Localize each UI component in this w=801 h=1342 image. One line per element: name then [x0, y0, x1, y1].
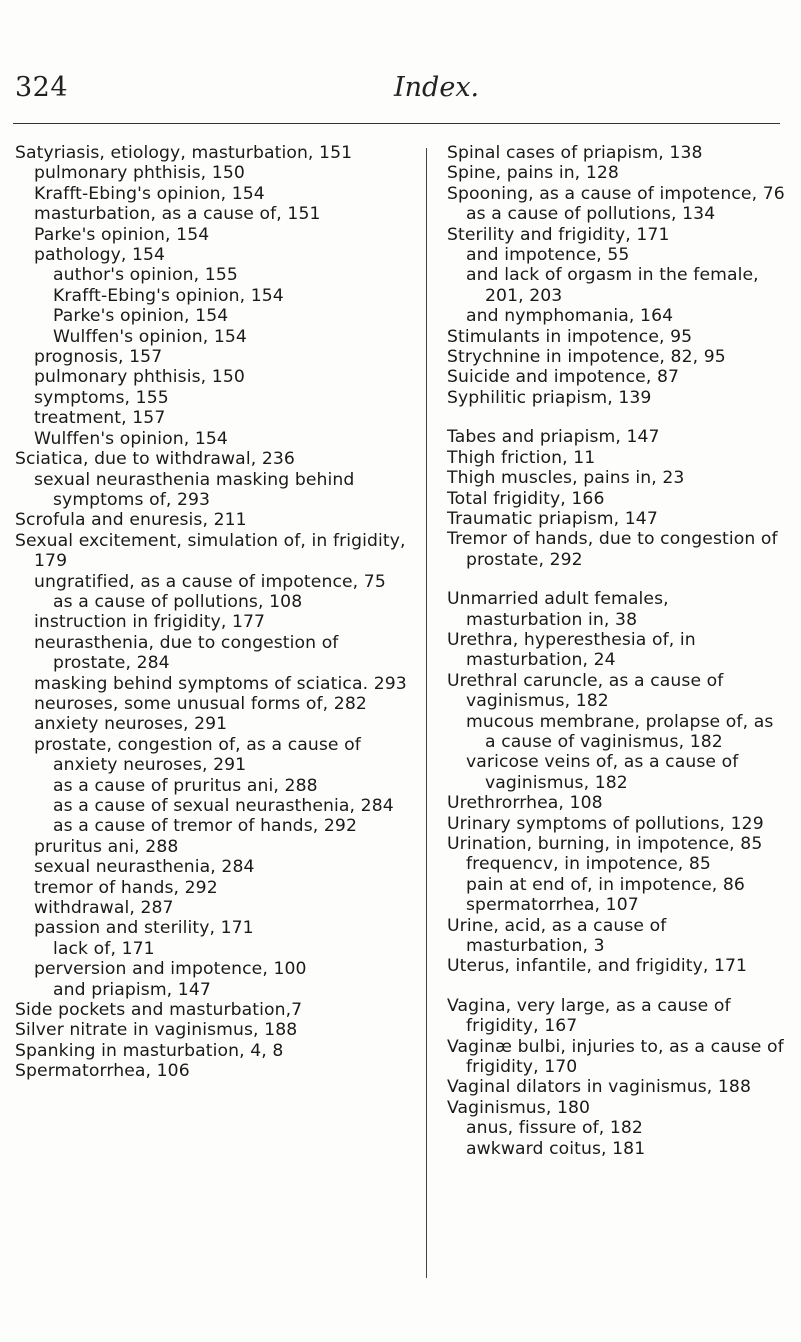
index-subentry: instruction in frigidity, 177	[34, 612, 266, 633]
index-subentry: ungratified, as a cause of impotence, 75	[34, 571, 386, 592]
index-entry: Thigh friction, 11	[447, 447, 596, 468]
index-entry: Urination, burning, in impotence, 85	[447, 834, 763, 854]
index-entry: Spine, pains in, 128	[447, 163, 619, 184]
index-column-right	[447, 143, 787, 1159]
index-entry: Sciatica, due to withdrawal, 236	[15, 449, 295, 470]
index-entry: Vaginal dilators in vaginismus, 188	[447, 1077, 752, 1098]
index-subentry: as a cause of sexual neurasthenia, 284	[53, 796, 394, 816]
index-entry: Strychnine in impotence, 82, 95	[447, 347, 726, 368]
index-subentry: sexual neurasthenia, 284	[34, 857, 255, 878]
index-entry: Urethrorrhea, 108	[447, 793, 603, 814]
index-subentry: Parke's opinion, 154	[34, 224, 210, 245]
index-subentry: mucous membrane, prolapse of, as a cause of vaginismus, 182	[466, 711, 774, 752]
page-header	[0, 70, 801, 110]
index-entry: Vaginismus, 180	[447, 1097, 591, 1118]
index-entry: Tabes and priapism, 147	[447, 427, 660, 448]
index-subentry: Parke's opinion, 154	[53, 306, 229, 327]
index-subentry: pruritus ani, 288	[34, 836, 179, 857]
section-gap	[447, 570, 787, 589]
index-entry: Total frigidity, 166	[447, 488, 605, 509]
index-entry: Suicide and impotence, 87	[447, 367, 680, 388]
index-subentry: prognosis, 157	[34, 347, 163, 368]
index-subentry: and impotence, 55	[466, 245, 630, 266]
index-entry: Spermatorrhea, 106	[15, 1061, 190, 1082]
index-entry: Scrofula and enuresis, 211	[15, 510, 247, 531]
index-subentry: symptoms, 155	[34, 387, 169, 408]
index-subentry: neuroses, some unusual forms of, 282	[34, 693, 367, 714]
index-entry: Spanking in masturbation, 4, 8	[15, 1040, 284, 1061]
index-entry: Urine, acid, as a cause of masturbation, 3	[447, 915, 667, 957]
index-entry: Vaginæ bulbi, injuries to, as a cause of frigidity, 170	[447, 1036, 784, 1078]
index-entry: Urethra, hyperesthesia of, in masturbation, 24	[447, 629, 696, 671]
index-subentry: prostate, congestion of, as a cause of anxiety neuroses, 291	[34, 734, 361, 776]
index-subentry: tremor of hands, 292	[34, 877, 218, 898]
index-subentry: frequencv, in impotence, 85	[466, 854, 711, 875]
index-entry: Stimulants in impotence, 95	[447, 326, 693, 347]
index-subentry: Krafft-Ebing's opinion, 154	[34, 183, 265, 204]
index-subentry: perversion and impotence, 100	[34, 959, 307, 980]
index-subentry: spermatorrhea, 107	[466, 895, 639, 916]
index-entry: Vagina, very large, as a cause of frigidity, 167	[447, 995, 731, 1037]
section-gap	[447, 977, 787, 996]
index-subentry: Krafft-Ebing's opinion, 154	[53, 285, 284, 306]
index-subentry: masking behind symptoms of sciatica. 293	[34, 673, 407, 694]
index-subentry: and lack of orgasm in the female, 201, 203	[466, 265, 759, 306]
index-entry: Unmarried adult females, masturbation in, 38	[447, 589, 669, 630]
index-subentry: as a cause of pollutions, 108	[53, 591, 303, 612]
index-entry: Spinal cases of priapism, 138	[447, 143, 703, 163]
index-entry: Urethral caruncle, as a cause of vaginismus, 182	[447, 670, 724, 712]
index-column-left	[15, 143, 415, 1082]
index-subentry: as a cause of pollutions, 134	[466, 204, 716, 225]
index-entry: Syphilitic priapism, 139	[447, 387, 652, 408]
index-subentry: as a cause of pruritus ani, 288	[53, 775, 318, 796]
index-subentry: Wulffen's opinion, 154	[34, 428, 228, 449]
index-entry: Side pockets and masturbation,7	[15, 1000, 303, 1021]
index-entry: Tremor of hands, due to congestion of prostate, 292	[447, 529, 778, 570]
index-subentry: varicose veins of, as a cause of vaginismus, 182	[466, 752, 739, 793]
index-subentry: and nymphomania, 164	[466, 306, 674, 327]
index-subentry: neurasthenia, due to congestion of prostate, 284	[34, 632, 339, 674]
index-subentry: Wulffen's opinion, 154	[53, 326, 247, 347]
index-subentry: masturbation, as a cause of, 151	[34, 204, 321, 225]
index-entry: Sterility and frigidity, 171	[447, 224, 670, 245]
index-subentry: author's opinion, 155	[53, 265, 238, 286]
index-entry: Uterus, infantile, and frigidity, 171	[447, 956, 748, 977]
index-subentry: pulmonary phthisis, 150	[34, 367, 245, 388]
page-title: Index.	[394, 72, 480, 103]
index-subentry: lack of, 171	[53, 938, 155, 959]
index-subentry: awkward coitus, 181	[466, 1138, 646, 1159]
index-entry: Satyriasis, etiology, masturbation, 151	[15, 143, 353, 163]
index-subentry: anus, fissure of, 182	[466, 1118, 643, 1139]
header-rule	[13, 123, 780, 124]
index-subentry: pain at end of, in impotence, 86	[466, 874, 745, 895]
index-subentry: passion and sterility, 171	[34, 918, 254, 939]
section-gap	[447, 408, 787, 427]
index-entry: Sexual excitement, simulation of, in frigidity, 179	[15, 530, 406, 572]
index-subentry: anxiety neuroses, 291	[34, 714, 228, 735]
index-entry: Urinary symptoms of pollutions, 129	[447, 813, 764, 834]
index-subentry: withdrawal, 287	[34, 898, 174, 919]
index-subentry: and priapism, 147	[53, 979, 211, 1000]
index-subentry: treatment, 157	[34, 408, 166, 429]
index-subentry: pulmonary phthisis, 150	[34, 163, 245, 184]
index-subentry: pathology, 154	[34, 245, 166, 266]
index-entry: Silver nitrate in vaginismus, 188	[15, 1020, 298, 1041]
column-divider	[426, 148, 427, 1278]
index-subentry: as a cause of tremor of hands, 292	[53, 816, 357, 837]
index-entry: Spooning, as a cause of impotence, 76	[447, 183, 785, 204]
index-entry: Thigh muscles, pains in, 23	[447, 468, 685, 489]
index-entry: Traumatic priapism, 147	[447, 508, 658, 529]
index-subentry: sexual neurasthenia masking behind symptoms of, 293	[34, 469, 355, 510]
page-number: 324	[15, 72, 69, 103]
